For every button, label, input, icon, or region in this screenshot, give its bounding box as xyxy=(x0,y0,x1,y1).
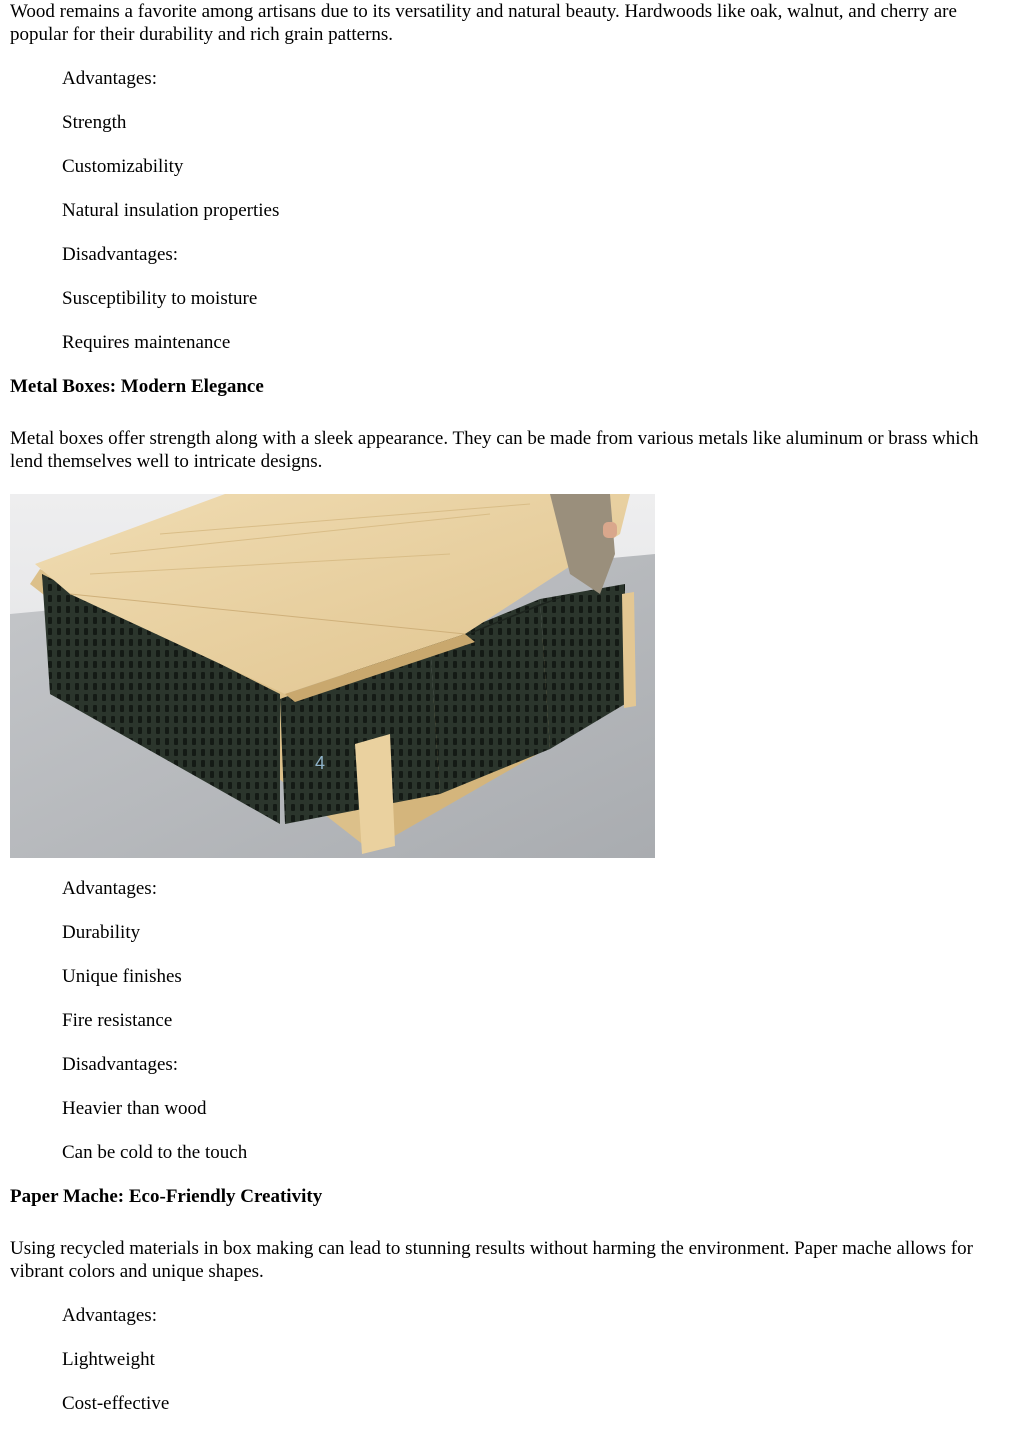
crate-label: 4 xyxy=(315,753,326,773)
list-item: Disadvantages: xyxy=(62,244,179,265)
list-item: Can be cold to the touch xyxy=(62,1142,248,1163)
list-item: Requires maintenance xyxy=(62,332,231,353)
list-item: Strength xyxy=(62,112,127,133)
list-item: Durability xyxy=(62,922,141,943)
list-item: Advantages: xyxy=(62,878,157,899)
list-item: Disadvantages: xyxy=(62,1054,179,1075)
list-item: Customizability xyxy=(62,156,184,177)
metal-section-heading: Metal Boxes: Modern Elegance xyxy=(10,376,264,397)
list-item: Lightweight xyxy=(62,1349,155,1370)
wood-pros-cons-list xyxy=(62,67,1014,354)
list-item: Advantages: xyxy=(62,68,157,89)
photo-wooden-bed-frame-with-storage-crates-icon xyxy=(10,494,655,858)
metal-pros-cons-list xyxy=(62,877,1014,1164)
list-item: Cost-effective xyxy=(62,1393,170,1414)
list-item: Susceptibility to moisture xyxy=(62,288,258,309)
list-item: Advantages: xyxy=(62,1305,157,1326)
paper-pros-cons-list xyxy=(62,1304,1014,1415)
list-item: Heavier than wood xyxy=(62,1098,207,1119)
paper-section-heading: Paper Mache: Eco-Friendly Creativity xyxy=(10,1186,323,1207)
bed-frame-photo xyxy=(10,494,655,858)
list-item: Fire resistance xyxy=(62,1010,173,1031)
metal-section-paragraph: Metal boxes offer strength along with a sleek appearance. They can be made from various metals like aluminum or brass which lend themselves well to intricate designs. xyxy=(10,428,979,472)
article-body xyxy=(10,0,1014,1436)
paper-section-paragraph: Using recycled materials in box making can lead to stunning results without harming the environment. Paper mache allows for vibrant colors and unique shapes. xyxy=(10,1238,973,1282)
list-item: Unique finishes xyxy=(62,966,182,987)
list-item: Natural insulation properties xyxy=(62,200,280,221)
intro-paragraph: Wood remains a favorite among artisans due to its versatility and natural beauty. Hardwoods like oak, walnut, and cherry are popular for their durability and rich grain patterns. xyxy=(10,1,957,45)
